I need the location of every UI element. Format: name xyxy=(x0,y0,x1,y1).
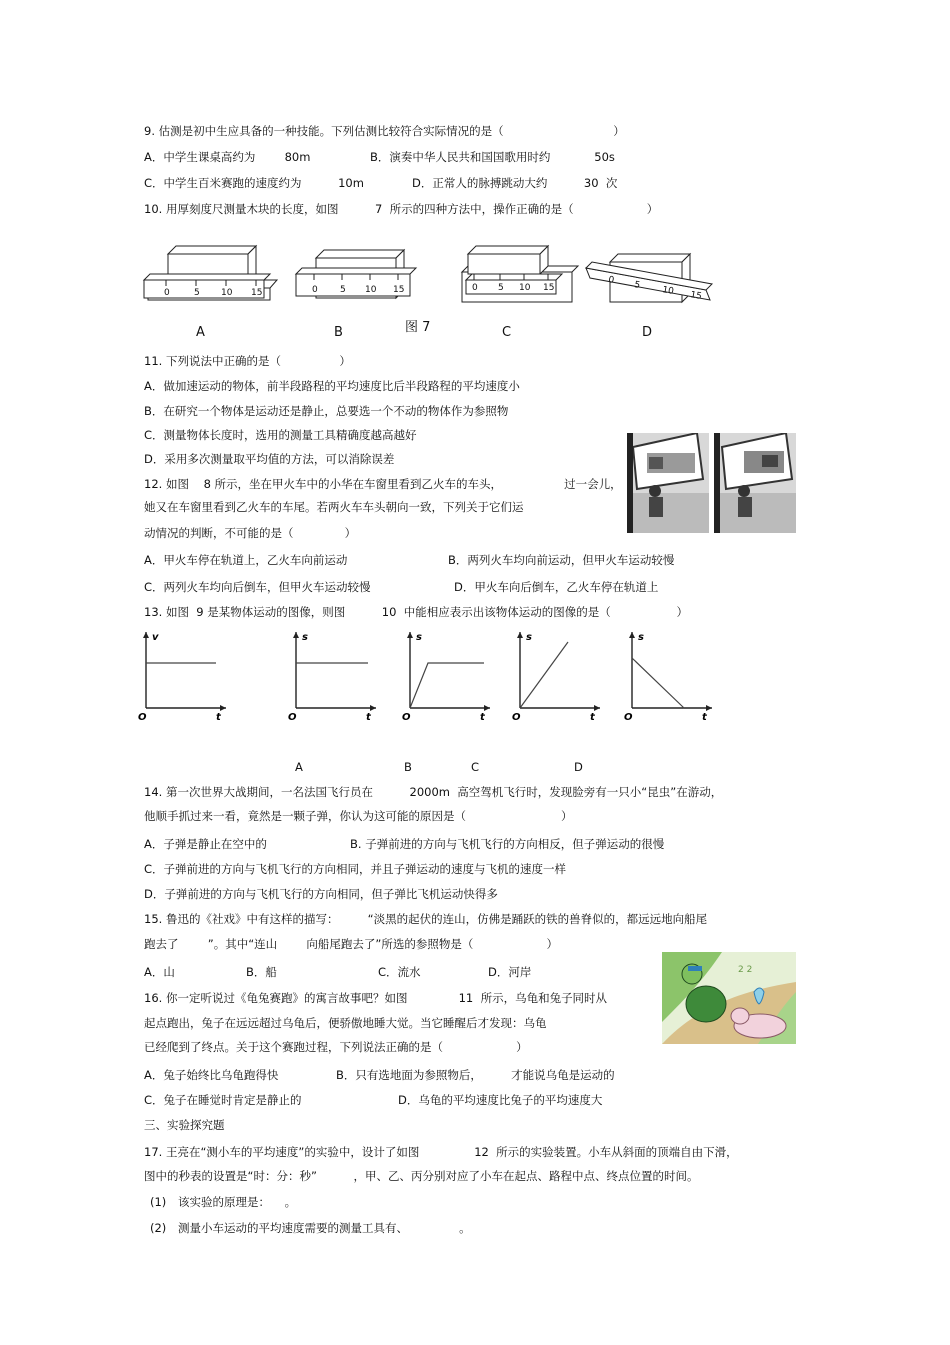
ruler-a-tick-5: 5 xyxy=(194,288,200,298)
q10-label-c: C xyxy=(502,325,512,340)
q9-option-c: C．中学生百米赛跑的速度约为 10m xyxy=(144,176,364,190)
ruler-b-tick-5: 5 xyxy=(340,285,346,295)
ruler-c-tick-0: 0 xyxy=(472,283,478,293)
q14-option-d: D．子弹前进的方向与飞机飞行的方向相同，但子弹比飞机运动快得多 xyxy=(144,887,498,901)
q17-line-2: 图中的秒表的设置是“时：分：秒” ，甲、乙、丙分别对应了小车在起点、路程中点、终点位置的时间。 xyxy=(144,1169,699,1183)
ruler-figure-c xyxy=(456,240,586,315)
train-window-photo-2 xyxy=(714,433,796,533)
q13-label-c: C xyxy=(471,760,480,774)
q10-figure-caption: 图 7 xyxy=(405,320,431,335)
q11-option-a: A．做加速运动的物体，前半段路程的平均速度比后半段路程的平均速度小 xyxy=(144,379,520,393)
q12-option-b: B．两列火车均向前运动，但甲火车运动较慢 xyxy=(448,553,675,567)
graph-1-origin: O xyxy=(138,712,147,723)
q16-line-2: 起点跑出，兔子在远远超过乌龟后，便骄傲地睡大觉。当它睡醒后才发现：乌龟 xyxy=(144,1016,547,1030)
q15-line-2: 跑去了 ”。其中“连山 向船尾跑去了”所选的参照物是（ ） xyxy=(144,937,558,951)
graph-c-origin: O xyxy=(512,712,521,723)
q9-option-b: B．演奏中华人民共和国国歌用时约 50s xyxy=(370,150,615,164)
q13-label-a: A xyxy=(295,760,303,774)
ruler-b-tick-0: 0 xyxy=(312,285,318,295)
q14-line-2: 他顺手抓过来一看，竟然是一颗子弹，你认为这可能的原因是（ ） xyxy=(144,809,573,823)
q11-stem: 11. 下列说法中正确的是（ ） xyxy=(144,354,351,368)
ruler-figure-d xyxy=(582,240,722,315)
motion-graph-b xyxy=(400,628,496,724)
ruler-c-tick-5: 5 xyxy=(498,283,504,293)
q12-option-a: A．甲火车停在轨道上，乙火车向前运动 xyxy=(144,553,348,567)
ruler-b-tick-10: 10 xyxy=(365,285,377,295)
q14-option-b: B. 子弹前进的方向与飞机飞行的方向相反，但子弹运动的很慢 xyxy=(350,837,665,851)
q15-option-d: D．河岸 xyxy=(488,965,532,979)
q10-label-a: A xyxy=(196,325,205,340)
q13-label-d: D xyxy=(574,760,583,774)
q12-option-c: C．两列火车均向后倒车，但甲火车运动较慢 xyxy=(144,580,371,594)
q16-option-d: D．乌龟的平均速度比兔子的平均速度大 xyxy=(398,1093,603,1107)
q14-option-c: C．子弹前进的方向与飞机飞行的方向相同，并且子弹运动的速度与飞机的速度一样 xyxy=(144,862,567,876)
q13-label-b: B xyxy=(404,760,412,774)
q14-option-a: A．子弹是静止在空中的 xyxy=(144,837,267,851)
ruler-a-tick-10: 10 xyxy=(221,288,233,298)
motion-graph-d xyxy=(622,628,718,724)
q11-option-b: B．在研究一个物体是运动还是静止，总要选一个不动的物体作为参照物 xyxy=(144,404,509,418)
q15-option-c: C．流水 xyxy=(378,965,421,979)
graph-c-y-label: s xyxy=(526,632,532,643)
tortoise-hare-picture xyxy=(662,952,796,1044)
q16-option-a: A．兔子始终比乌龟跑得快 xyxy=(144,1068,279,1082)
q14-line-1: 14. 第一次世界大战期间，一名法国飞行员在 2000m 高空驾机飞行时，发现脸旁有一只小“昆虫”在游动， xyxy=(144,785,723,799)
svg-text:2 2: 2 2 xyxy=(738,965,753,975)
q16-option-c: C．兔子在睡觉时肯定是静止的 xyxy=(144,1093,302,1107)
ruler-c-tick-10: 10 xyxy=(519,283,531,293)
graph-d-y-label: s xyxy=(638,632,644,643)
q15-option-a: A．山 xyxy=(144,965,175,979)
ruler-d-tick-5: 5 xyxy=(633,280,641,291)
ruler-d-tick-10: 10 xyxy=(661,285,675,297)
ruler-a-tick-15: 15 xyxy=(251,288,263,298)
q15-line-1: 15. 鲁迅的《社戏》中有这样的描写： “淡黑的起伏的连山，仿佛是踊跃的铁的兽脊似的，都远远地向船尾 xyxy=(144,912,708,926)
q17-part-1: 该实验的原理是： 。 xyxy=(178,1195,297,1209)
q10-label-b: B xyxy=(334,325,343,340)
q11-option-c: C．测量物体长度时，选用的测量工具精确度越高越好 xyxy=(144,428,417,442)
q10-label-d: D xyxy=(642,325,653,340)
q12-option-d: D．甲火车向后倒车，乙火车停在轨道上 xyxy=(454,580,659,594)
q16-option-b: B．只有选地面为参照物后， 才能说乌龟是运动的 xyxy=(336,1068,615,1082)
q9-option-d: D．正常人的脉搏跳动大约 30 次 xyxy=(412,176,618,190)
q11-option-d: D．采用多次测量取平均值的方法，可以消除误差 xyxy=(144,452,395,466)
ruler-figure-a xyxy=(140,240,280,315)
q17-part-2-number: (2) xyxy=(150,1221,167,1235)
q17-part-2: 测量小车运动的平均速度需要的测量工具有、 。 xyxy=(178,1221,471,1235)
ruler-c-tick-15: 15 xyxy=(543,283,555,293)
ruler-d-tick-15: 15 xyxy=(689,290,703,302)
graph-1-y-label: v xyxy=(152,632,159,643)
q13-stem: 13. 如图 9 是某物体运动的图像，则图 10 中能相应表示出该物体运动的图像的是（ ） xyxy=(144,605,689,619)
q9-option-a: A．中学生课桌高约为 80m xyxy=(144,150,311,164)
q12-line-2: 她又在车窗里看到乙火车的车尾。若两火车车头朝向一致，下列关于它们运 xyxy=(144,500,524,514)
q16-line-3: 已经爬到了终点。关于这个赛跑过程，下列说法正确的是（ ） xyxy=(144,1040,528,1054)
motion-graph-fig9 xyxy=(136,628,232,724)
q15-option-b: B．船 xyxy=(246,965,277,979)
motion-graph-c xyxy=(510,628,606,724)
ruler-b-tick-15: 15 xyxy=(393,285,405,295)
q17-line-1: 17. 王亮在“测小车的平均速度”的实验中，设计了如图 12 所示的实验装置。小车从斜面的顶端自由下滑， xyxy=(144,1145,738,1159)
graph-b-x-label: t xyxy=(480,712,485,723)
train-window-photo-1 xyxy=(627,433,709,533)
graph-d-x-label: t xyxy=(702,712,707,723)
graph-c-x-label: t xyxy=(590,712,595,723)
graph-a-origin: O xyxy=(288,712,297,723)
q12-line-1: 12. 如图 8 所示，坐在甲火车中的小华在车窗里看到乙火车的车头， 过一会儿， xyxy=(144,477,622,491)
q10-stem: 10. 用厚刻度尺测量木块的长度，如图 7 所示的四种方法中，操作正确的是（ ） xyxy=(144,202,659,216)
graph-b-y-label: s xyxy=(416,632,422,643)
q17-part-1-number: (1) xyxy=(150,1195,167,1209)
q9-stem: 9. 估测是初中生应具备的一种技能。下列估测比较符合实际情况的是（ ） xyxy=(144,124,625,138)
ruler-d-tick-0: 0 xyxy=(607,275,615,286)
graph-1-x-label: t xyxy=(216,712,221,723)
ruler-a-tick-0: 0 xyxy=(164,288,170,298)
graph-b-origin: O xyxy=(402,712,411,723)
motion-graph-a xyxy=(286,628,382,724)
section-3-heading: 三、实验探究题 xyxy=(144,1118,225,1132)
q12-line-3: 动情况的判断，不可能的是（ ） xyxy=(144,526,357,540)
graph-a-y-label: s xyxy=(302,632,308,643)
q16-line-1: 16. 你一定听说过《龟兔赛跑》的寓言故事吧？如图 11 所示，乌龟和兔子同时从 xyxy=(144,991,608,1005)
graph-d-origin: O xyxy=(624,712,633,723)
graph-a-x-label: t xyxy=(366,712,371,723)
ruler-figure-b xyxy=(292,240,422,315)
